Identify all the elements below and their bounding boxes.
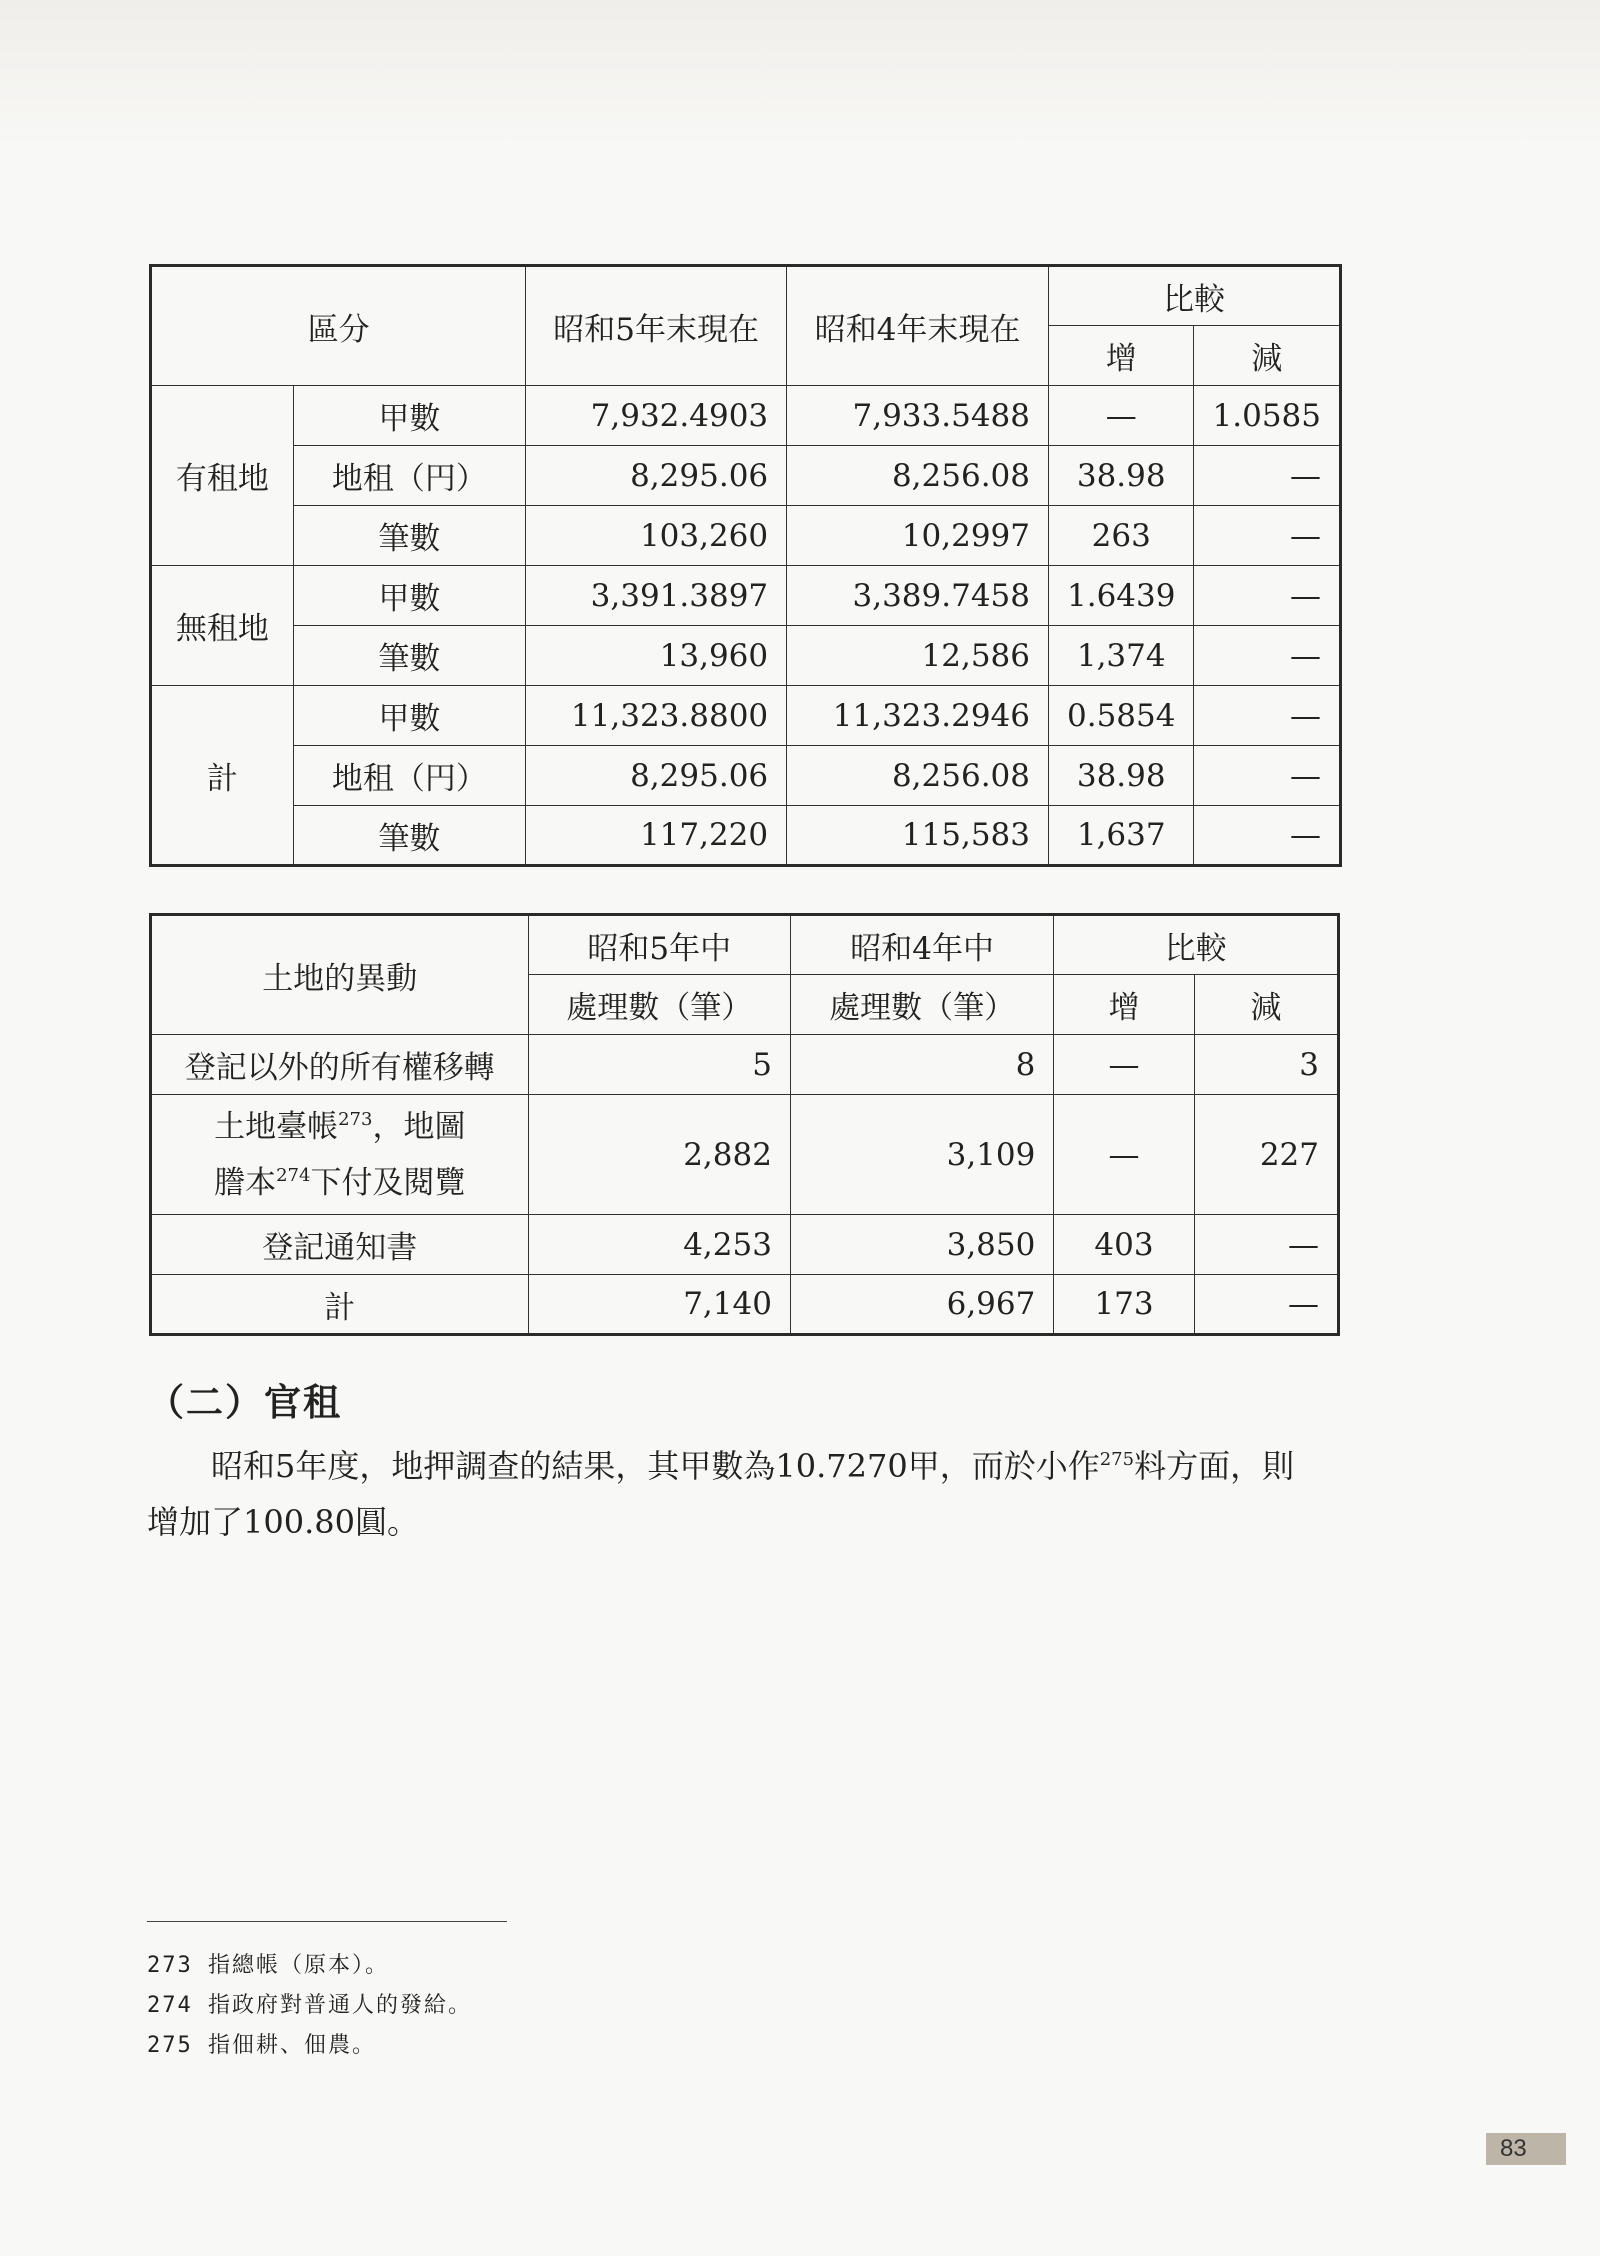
table-row: [151, 1095, 1339, 1215]
label-part: ，地圖: [372, 1108, 466, 1145]
paragraph-text: 料方面，則: [1134, 1447, 1295, 1485]
header-increase: 增: [1049, 326, 1194, 386]
header-comparison: 比較: [1049, 266, 1341, 326]
label-part: 謄本: [214, 1164, 277, 1201]
value-showa4: 10,2997: [787, 506, 1049, 566]
table-row: [151, 686, 1341, 746]
header-showa5: 昭和5年末現在: [526, 266, 787, 386]
value-showa5: 4,253: [528, 1215, 790, 1275]
paragraph-line: 增加了100.80圓。: [147, 1503, 419, 1541]
value-showa4: 115,583: [787, 806, 1049, 866]
value-showa5: 103,260: [526, 506, 787, 566]
value-increase: —: [1054, 1035, 1194, 1095]
header-showa5-line2: 處理數（筆）: [528, 975, 790, 1035]
table-row: [151, 1275, 1339, 1335]
value-decrease: —: [1194, 1275, 1338, 1335]
row-label: 登記通知書: [151, 1215, 529, 1275]
row-item: 甲數: [293, 566, 525, 626]
footnote: 275 指佃耕、佃農。: [147, 2033, 376, 2058]
row-item: 地租（円）: [293, 446, 525, 506]
value-decrease: —: [1194, 686, 1341, 746]
value-showa4: 11,323.2946: [787, 686, 1049, 746]
label-part: 下付及閱覽: [310, 1164, 466, 1201]
group-label: 無租地: [151, 566, 294, 686]
page-number: 83: [1486, 2133, 1566, 2165]
value-showa5: 117,220: [526, 806, 787, 866]
value-showa4: 3,389.7458: [787, 566, 1049, 626]
footnote: 274 指政府對普通人的發給。: [147, 1993, 472, 2018]
group-label: 計: [151, 686, 294, 866]
value-increase: 263: [1049, 506, 1194, 566]
value-increase: 173: [1054, 1275, 1194, 1335]
value-increase: 403: [1054, 1215, 1194, 1275]
body-paragraph: [147, 1438, 1347, 1550]
value-increase: 1,374: [1049, 626, 1194, 686]
header-decrease: 減: [1194, 326, 1341, 386]
row-item: 筆數: [293, 806, 525, 866]
value-showa4: 8,256.08: [787, 446, 1049, 506]
footnote: 273 指總帳（原本）。: [147, 1953, 389, 1978]
row-label: [151, 1095, 529, 1215]
value-showa4: 12,586: [787, 626, 1049, 686]
section-heading: （二）官租: [147, 1381, 342, 1424]
value-decrease: —: [1194, 746, 1341, 806]
footnote-divider: [147, 1921, 507, 1922]
table-row: [151, 386, 1341, 446]
header-showa4: 昭和4年末現在: [787, 266, 1049, 386]
row-item: 地租（円）: [293, 746, 525, 806]
paragraph-line: [147, 1438, 1347, 1494]
value-showa5: 7,140: [528, 1275, 790, 1335]
header-category: 區分: [151, 266, 526, 386]
value-increase: —: [1049, 386, 1194, 446]
header-showa4-line1: 昭和4年中: [790, 915, 1053, 975]
value-increase: —: [1054, 1095, 1194, 1215]
row-item: 甲數: [293, 686, 525, 746]
value-showa5: 13,960: [526, 626, 787, 686]
group-label: 有租地: [151, 386, 294, 566]
value-showa5: 8,295.06: [526, 746, 787, 806]
value-decrease: —: [1194, 626, 1341, 686]
value-increase: 38.98: [1049, 446, 1194, 506]
footnote-ref: 274: [276, 1164, 311, 1186]
value-decrease: —: [1194, 566, 1341, 626]
header-comparison: 比較: [1054, 915, 1339, 975]
value-decrease: —: [1194, 806, 1341, 866]
row-item: 甲數: [293, 386, 525, 446]
label-part: 土地臺帳: [214, 1108, 339, 1145]
value-showa5: 5: [528, 1035, 790, 1095]
value-increase: 38.98: [1049, 746, 1194, 806]
value-showa4: 8,256.08: [787, 746, 1049, 806]
row-item: 筆數: [293, 506, 525, 566]
value-showa5: 8,295.06: [526, 446, 787, 506]
value-decrease: —: [1194, 506, 1341, 566]
value-decrease: —: [1194, 446, 1341, 506]
value-showa5: 11,323.8800: [526, 686, 787, 746]
header-showa4-line2: 處理數（筆）: [790, 975, 1053, 1035]
value-increase: 0.5854: [1049, 686, 1194, 746]
value-increase: 1,637: [1049, 806, 1194, 866]
row-label: 計: [151, 1275, 529, 1335]
value-showa4: 3,109: [790, 1095, 1053, 1215]
value-decrease: 227: [1194, 1095, 1338, 1215]
value-decrease: —: [1194, 1215, 1338, 1275]
value-showa4: 6,967: [790, 1275, 1053, 1335]
table-row: [151, 746, 1341, 806]
land-change-table: [149, 913, 1340, 1336]
value-showa4: 3,850: [790, 1215, 1053, 1275]
table-row: [151, 806, 1341, 866]
table-row: [151, 1035, 1339, 1095]
table-row: [151, 626, 1341, 686]
table-row: [151, 566, 1341, 626]
table-row: [151, 1215, 1339, 1275]
page-top-shading: [0, 0, 1600, 150]
header-decrease: 減: [1194, 975, 1338, 1035]
header-showa5-line1: 昭和5年中: [528, 915, 790, 975]
footnotes: [147, 1946, 472, 2066]
row-item: 筆數: [293, 626, 525, 686]
value-showa4: 8: [790, 1035, 1053, 1095]
value-increase: 1.6439: [1049, 566, 1194, 626]
header-increase: 增: [1054, 975, 1194, 1035]
paragraph-text: 昭和5年度，地押調查的結果，其甲數為10.7270甲，而於小作: [211, 1447, 1100, 1485]
value-showa5: 7,932.4903: [526, 386, 787, 446]
value-decrease: 1.0585: [1194, 386, 1341, 446]
footnote-ref: 273: [338, 1108, 373, 1130]
header-category: 土地的異動: [151, 915, 529, 1035]
table-row: [151, 446, 1341, 506]
row-label: 登記以外的所有權移轉: [151, 1035, 529, 1095]
value-showa4: 7,933.5488: [787, 386, 1049, 446]
value-showa5: 2,882: [528, 1095, 790, 1215]
table-row: [151, 506, 1341, 566]
value-decrease: 3: [1194, 1035, 1338, 1095]
land-tax-table: [149, 264, 1342, 867]
value-showa5: 3,391.3897: [526, 566, 787, 626]
footnote-ref: 275: [1099, 1449, 1135, 1470]
